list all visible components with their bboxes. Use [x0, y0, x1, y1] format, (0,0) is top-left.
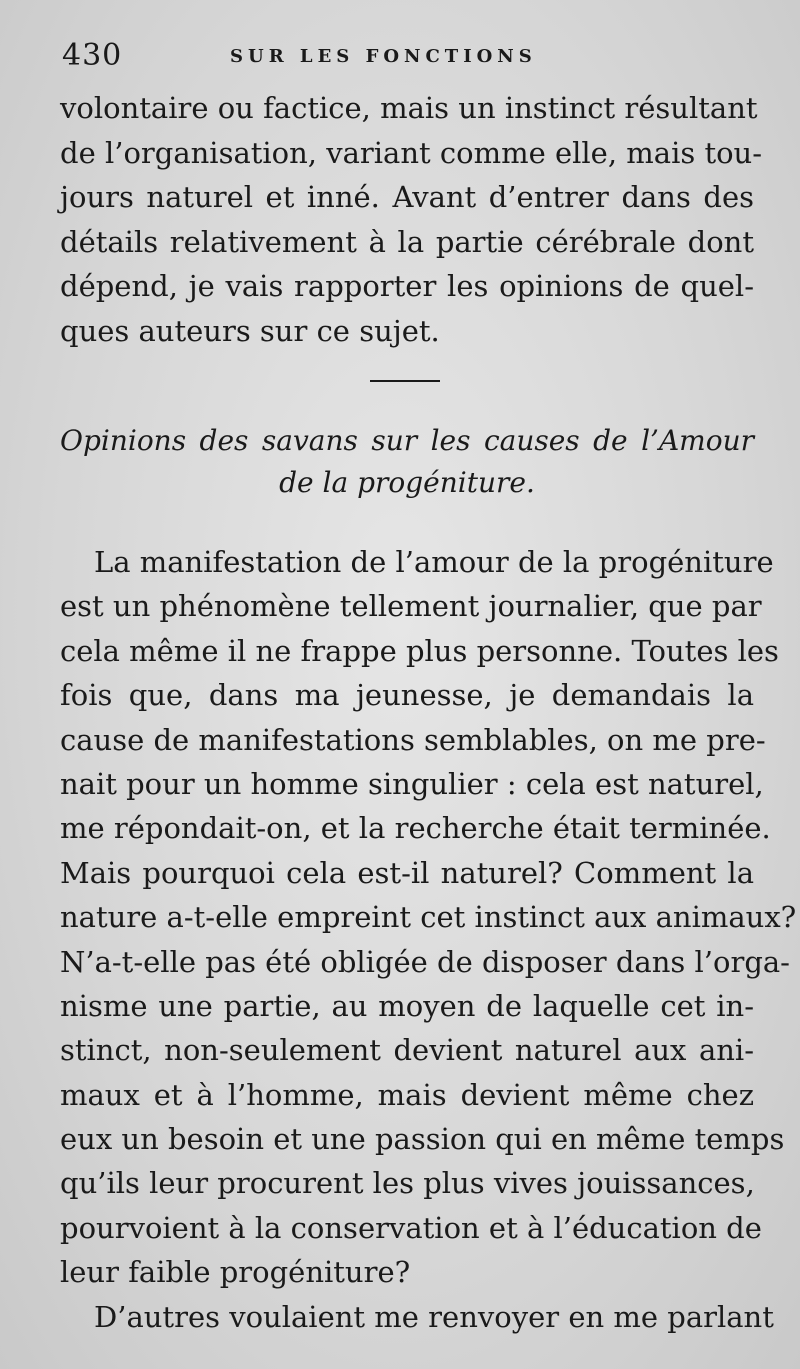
text-line: pourvoient à la conservation et à l’éducation de — [60, 1210, 762, 1245]
text-line: cause de manifestations semblables, on me pre- — [60, 722, 766, 757]
text-line: N’a-t-elle pas été obligée de disposer dans l’orga- — [60, 944, 790, 979]
text-line: dépend, je vais rapporter les opinions de quel- — [60, 269, 754, 303]
text-line: est un phénomène tellement journalier, que par — [60, 589, 762, 624]
page-header — [62, 38, 752, 78]
text-line: cela même il ne frappe plus personne. Toutes les — [60, 633, 779, 668]
page-number: 430 — [62, 38, 123, 73]
text-line: jours naturel et inné. Avant d’entrer dans des — [60, 180, 754, 214]
text-line: maux et à l’homme, mais devient même chez — [60, 1077, 754, 1112]
text-line: eux un besoin et une passion qui en même temps — [60, 1122, 785, 1157]
text-line: D’autres voulaient me renvoyer en me parlant — [94, 1299, 774, 1334]
running-head: SUR LES FONCTIONS — [230, 46, 537, 67]
section-heading — [60, 420, 754, 504]
text-line: me répondait-on, et la recherche était terminée. — [60, 811, 771, 846]
text-line: leur faible progéniture? — [60, 1255, 411, 1290]
text-line: fois que, dans ma jeunesse, je demandais la — [60, 678, 754, 713]
paragraph-1 — [60, 86, 763, 353]
text-line: La manifestation de l’amour de la progéniture — [94, 545, 774, 579]
section-heading-line: de la progéniture. — [279, 466, 535, 499]
text-line: stinct, non-seulement devient naturel aux ani- — [60, 1033, 754, 1068]
text-line: ques auteurs sur ce sujet. — [60, 313, 440, 348]
paragraph-2 — [60, 540, 797, 1339]
text-line: qu’ils leur procurent les plus vives jouissances, — [60, 1166, 755, 1201]
text-line: détails relativement à la partie cérébrale dont — [60, 224, 754, 259]
section-divider — [370, 380, 440, 382]
text-line: volontaire ou factice, mais un instinct résultant — [60, 91, 758, 125]
text-line: nisme une partie, au moyen de laquelle cet in- — [60, 988, 754, 1023]
text-line: Mais pourquoi cela est-il naturel? Comment la — [60, 855, 754, 890]
text-line: nature a-t-elle empreint cet instinct aux animaux? — [60, 900, 797, 935]
text-line: nait pour un homme singulier : cela est naturel, — [60, 766, 764, 801]
section-heading-line: Opinions des savans sur les causes de l’Amour — [60, 424, 754, 457]
text-line: de l’organisation, variant comme elle, mais tou- — [60, 135, 763, 170]
